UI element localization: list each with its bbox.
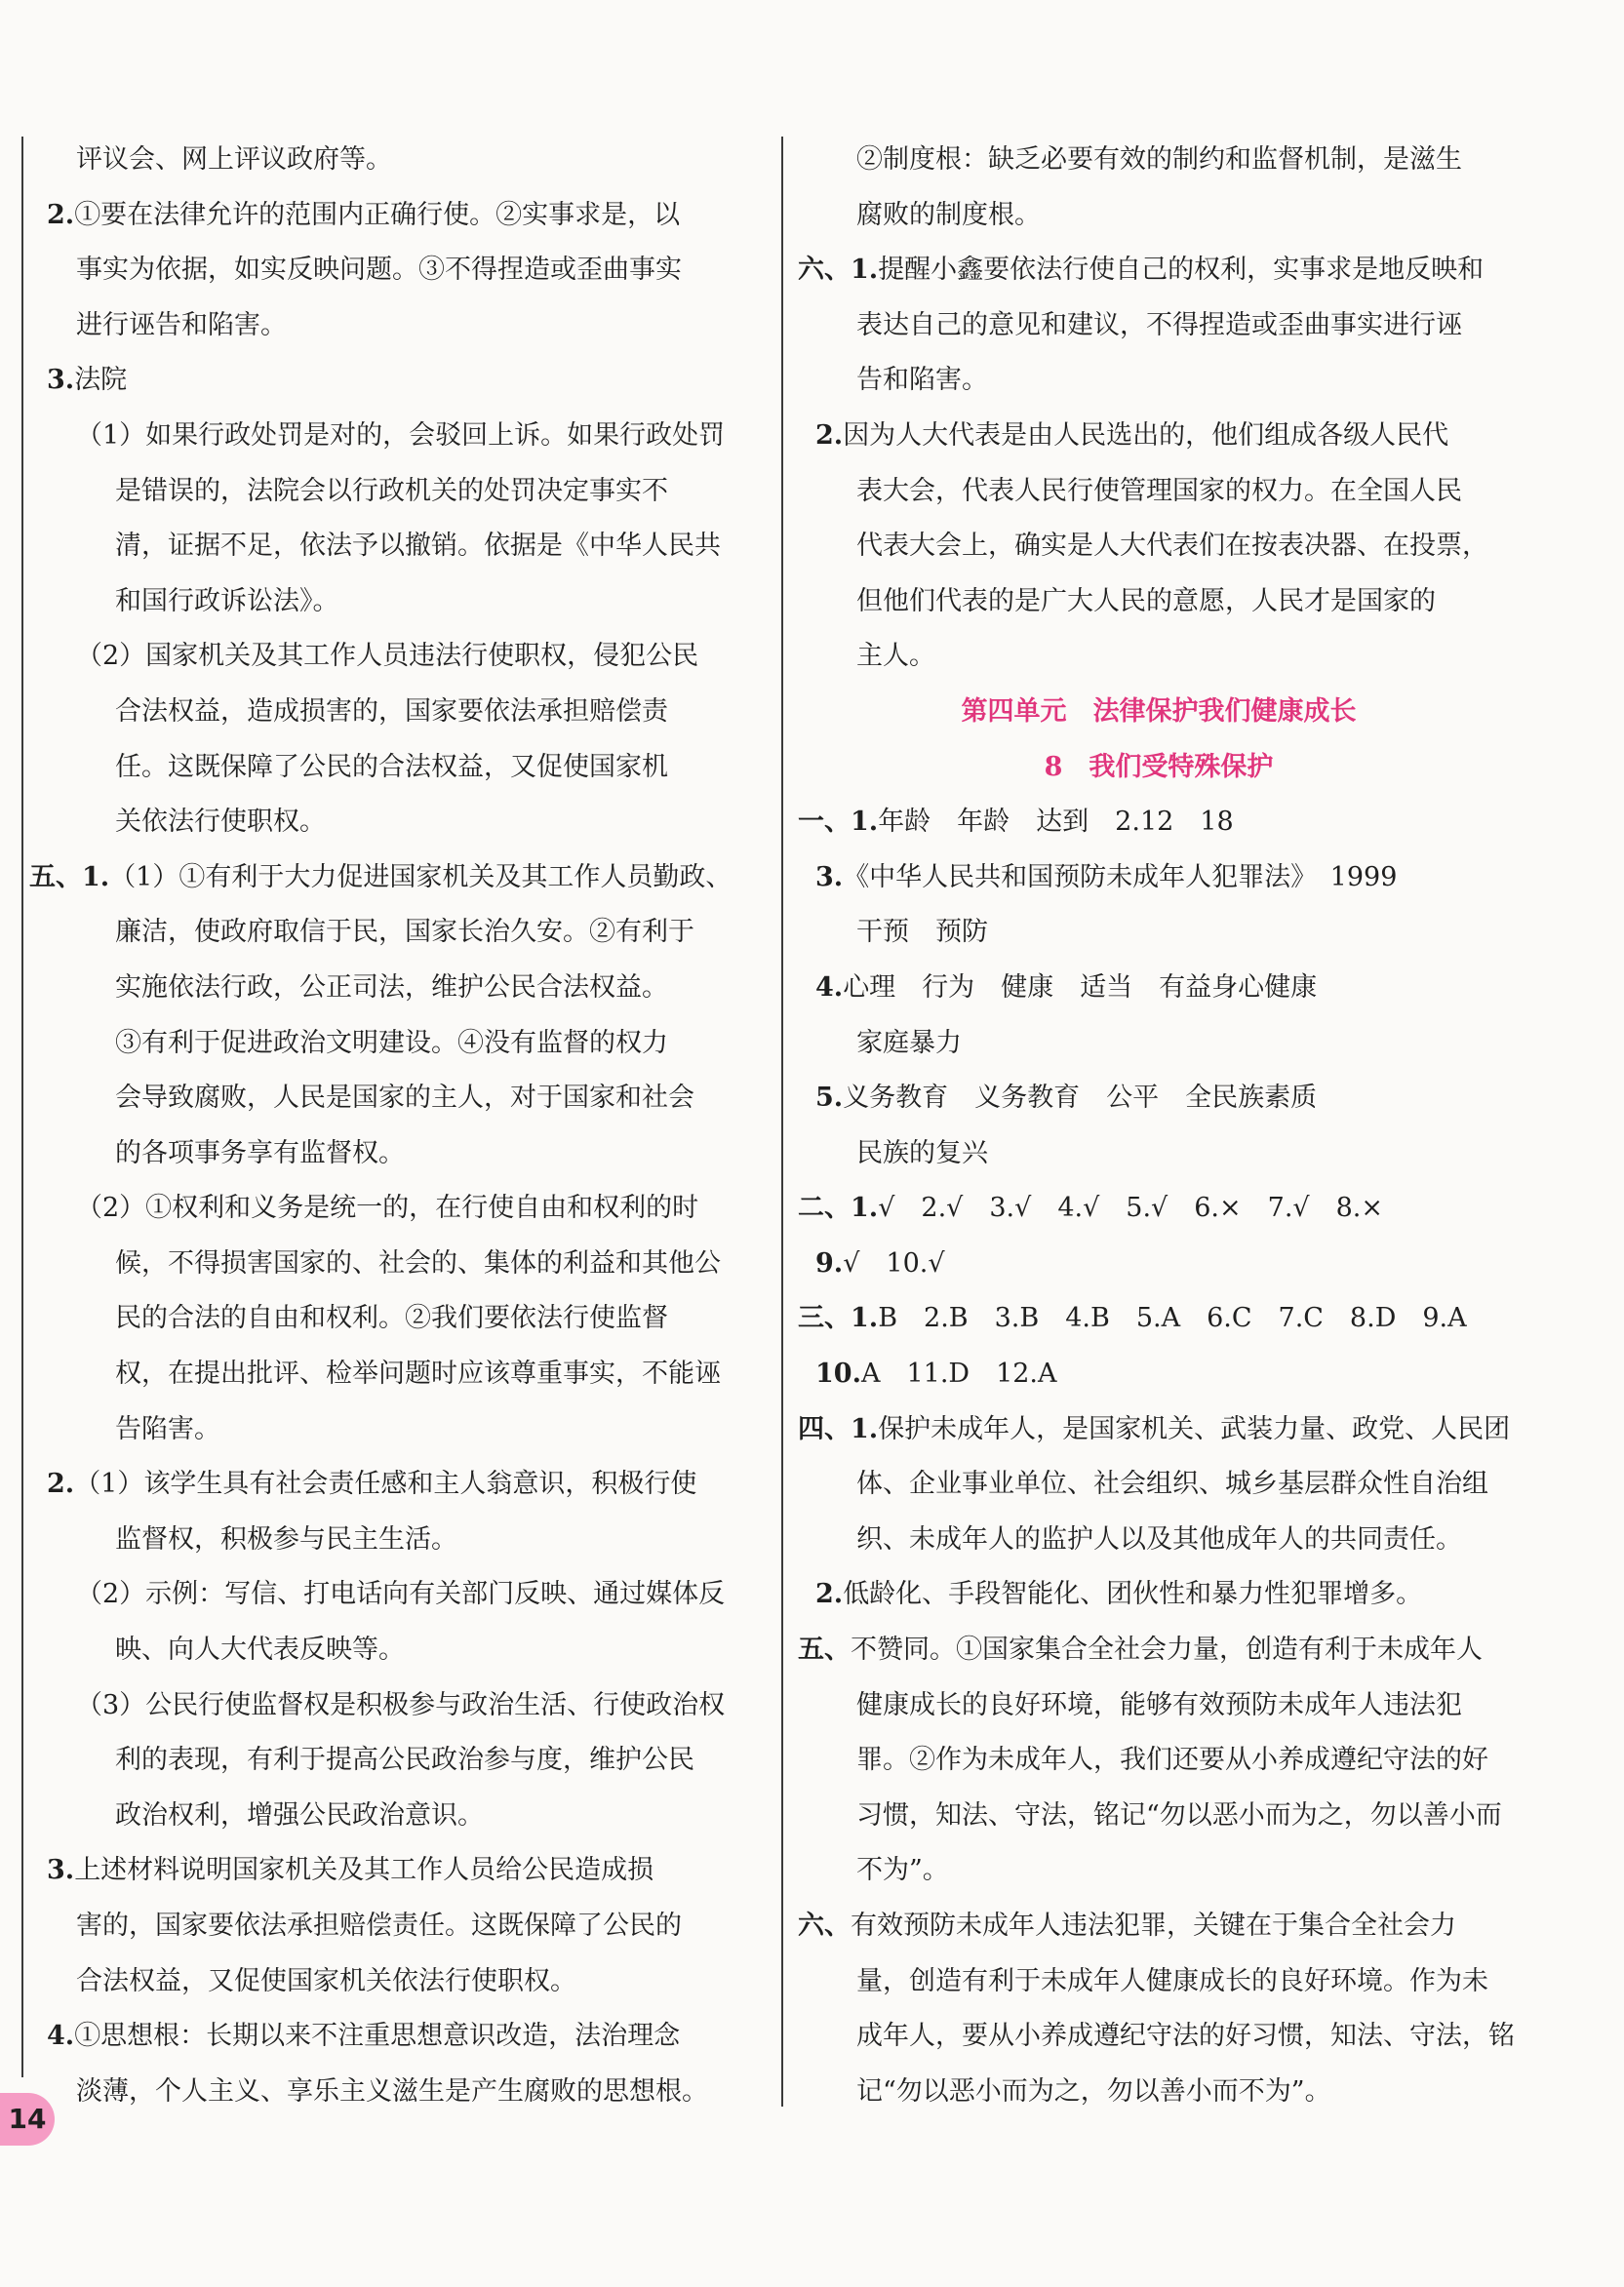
item-number: 3. (47, 1855, 75, 1886)
text-line (798, 1237, 1520, 1292)
text-line (29, 740, 761, 796)
text-line (29, 850, 761, 906)
text-line (29, 298, 761, 354)
text-line (798, 353, 1520, 409)
line-text: （1）该学生具有社会责任感和主人翁意识，积极行使 (74, 1469, 697, 1500)
line-text: 不为”。 (856, 1855, 949, 1886)
line-text: 表大会，代表人民行使管理国家的权力。在全国人民 (856, 475, 1462, 506)
item-number: 9. (815, 1247, 844, 1279)
line-text: A 11.D 12.A (860, 1359, 1057, 1390)
line-text: 和国行政诉讼法》。 (115, 585, 339, 616)
line-text: 记“勿以恶小而为之，勿以善小而不为”。 (856, 2075, 1331, 2107)
item-number: 二、1. (798, 1193, 879, 1224)
line-text: 体、企业事业单位、社会组织、城乡基层群众性自治组 (856, 1469, 1488, 1500)
line-text: 年龄 年龄 达到 2.12 18 (878, 807, 1234, 838)
line-text: 告陷害。 (115, 1413, 220, 1444)
line-text: ①要在法律允许的范围内正确行使。②实事求是，以 (74, 199, 681, 230)
line-text: 利的表现，有利于提高公民政治参与度，维护公民 (115, 1745, 694, 1776)
line-text: 实施依法行政，公正司法，维护公民合法权益。 (115, 971, 668, 1003)
line-text: 合法权益，造成损害的，国家要依法承担赔偿责 (115, 695, 668, 727)
line-text: 习惯，知法、守法，铭记“勿以恶小而为之，勿以善小而 (856, 1799, 1502, 1831)
item-number: 10. (815, 1359, 861, 1390)
text-line (798, 905, 1520, 961)
heading-text: 第四单元 法律保护我们健康成长 (961, 695, 1357, 727)
text-line (29, 1623, 761, 1678)
line-text: 提醒小鑫要依法行使自己的权利，实事求是地反映和 (878, 255, 1485, 286)
text-line (798, 1623, 1520, 1678)
line-text: 候，不得损害国家的、社会的、集体的利益和其他公 (115, 1247, 721, 1279)
line-text: 清，证据不足，依法予以撤销。依据是《中华人民共 (115, 531, 721, 562)
line-text: 家庭暴力 (856, 1027, 962, 1058)
line-text: 《中华人民共和国预防未成年人犯罪法》 1999 (843, 861, 1398, 892)
line-text: 任。这既保障了公民的合法权益，又促使国家机 (115, 751, 668, 782)
text-line (798, 1181, 1520, 1237)
text-line (29, 1513, 761, 1568)
text-line (798, 961, 1520, 1016)
column-divider (781, 137, 783, 2107)
section-heading (798, 740, 1520, 796)
text-line (29, 353, 761, 409)
line-text: 害的，国家要依法承担赔偿责任。这既保障了公民的 (76, 1911, 682, 1941)
text-line (798, 629, 1520, 685)
text-line (29, 1347, 761, 1402)
line-text: 有效预防未成年人违法犯罪，关键在于集合全社会力 (851, 1911, 1456, 1941)
text-line (29, 795, 761, 850)
text-line (798, 1733, 1520, 1789)
text-line (798, 519, 1520, 574)
line-text: 低龄化、手段智能化、团伙性和暴力性犯罪增多。 (843, 1579, 1423, 1610)
text-line (798, 574, 1520, 630)
line-text: 表达自己的意见和建议，不得捏造或歪曲事实进行诬 (856, 309, 1462, 340)
heading-text: 8 我们受特殊保护 (1044, 751, 1274, 782)
line-text: 织、未成年人的监护人以及其他成年人的共同责任。 (856, 1523, 1462, 1555)
line-text: 权，在提出批评、检举问题时应该尊重事实，不能诬 (115, 1359, 721, 1390)
line-text: 民族的复兴 (856, 1137, 988, 1168)
item-number: 5. (815, 1083, 844, 1114)
line-text: 关依法行使职权。 (115, 807, 326, 838)
item-number: 四、1. (798, 1413, 879, 1444)
text-line (798, 1457, 1520, 1513)
text-line (29, 1567, 761, 1623)
line-text: 但他们代表的是广大人民的意愿，人民才是国家的 (856, 585, 1436, 616)
text-line (798, 1071, 1520, 1126)
text-line (29, 1678, 761, 1734)
line-text: ①思想根：长期以来不注重思想意识改造，法治理念 (74, 2021, 681, 2052)
text-line (798, 1899, 1520, 1954)
text-line (29, 2065, 761, 2120)
text-line (29, 1291, 761, 1347)
item-number: 三、1. (798, 1303, 879, 1334)
item-number: 2. (47, 199, 75, 230)
item-number: 4. (47, 2021, 75, 2052)
text-line (798, 2065, 1520, 2120)
text-line (29, 905, 761, 961)
text-line (798, 298, 1520, 354)
text-line (29, 2009, 761, 2065)
text-line (798, 1843, 1520, 1899)
text-line (798, 1678, 1520, 1734)
item-number: 一、1. (798, 807, 879, 838)
text-line (29, 1899, 761, 1954)
line-text: 主人。 (856, 641, 935, 672)
text-line (798, 1347, 1520, 1402)
text-line (29, 961, 761, 1016)
line-text: 成年人，要从小养成遵纪守法的好习惯，知法、守法，铭 (856, 2021, 1515, 2052)
line-text: 事实为依据，如实反映问题。③不得捏造或歪曲事实 (76, 255, 682, 286)
page-number-tab (0, 2093, 55, 2146)
line-text: 政治权利，增强公民政治意识。 (115, 1799, 484, 1831)
section-heading (798, 685, 1520, 740)
text-line (798, 409, 1520, 464)
text-line (798, 1016, 1520, 1072)
line-text: 民的合法的自由和权利。②我们要依法行使监督 (115, 1303, 668, 1334)
text-line (798, 795, 1520, 850)
text-line (29, 243, 761, 298)
line-text: 是错误的，法院会以行政机关的处罚决定事实不 (115, 475, 668, 506)
line-text: 因为人大代表是由人民选出的，他们组成各级人民代 (843, 419, 1449, 451)
item-number: 五、 (798, 1635, 851, 1666)
text-line (798, 1954, 1520, 2010)
line-text: （3）公民行使监督权是积极参与政治生活、行使政治权 (76, 1689, 726, 1720)
text-line (29, 685, 761, 740)
item-number: 六、1. (798, 255, 879, 286)
text-line (29, 1457, 761, 1513)
item-number: 2. (815, 1579, 844, 1610)
line-text: （1）①有利于大力促进国家机关及其工作人员勤政、 (109, 861, 733, 892)
line-text: 健康成长的良好环境，能够有效预防未成年人违法犯 (856, 1689, 1462, 1720)
item-number: 2. (815, 419, 844, 451)
line-text: 干预 预防 (856, 917, 988, 948)
line-text: 代表大会上，确实是人大代表们在按表决器、在投票， (856, 531, 1488, 562)
line-text: 评议会、网上评议政府等。 (76, 144, 392, 175)
line-text: 义务教育 义务教育 公平 全民族素质 (843, 1083, 1318, 1114)
line-text: （2）①权利和义务是统一的，在行使自由和权利的时 (76, 1193, 699, 1224)
text-line (29, 574, 761, 630)
text-line (29, 464, 761, 520)
text-line (29, 629, 761, 685)
text-line (798, 1567, 1520, 1623)
text-line (29, 1789, 761, 1844)
line-text: 淡薄，个人主义、享乐主义滋生是产生腐败的思想根。 (76, 2075, 708, 2107)
line-text: 廉洁，使政府取信于民，国家长治久安。②有利于 (115, 917, 694, 948)
left-column (29, 133, 761, 2119)
line-text: ③有利于促进政治文明建设。④没有监督的权力 (115, 1027, 668, 1058)
line-text: 的各项事务享有监督权。 (115, 1137, 405, 1168)
line-text: 上述材料说明国家机关及其工作人员给公民造成损 (74, 1855, 654, 1886)
text-line (29, 1016, 761, 1072)
text-line (798, 1513, 1520, 1568)
item-number: 六、 (798, 1911, 851, 1941)
line-text: （2）示例：写信、打电话向有关部门反映、通过媒体反 (76, 1579, 726, 1610)
line-text: （2）国家机关及其工作人员违法行使职权，侵犯公民 (76, 641, 699, 672)
item-number: 3. (47, 365, 75, 396)
text-line (29, 1402, 761, 1458)
line-text: 心理 行为 健康 适当 有益身心健康 (843, 971, 1318, 1003)
item-number: 五、1. (29, 861, 110, 892)
text-line (29, 1954, 761, 2010)
line-text: √ 2.√ 3.√ 4.√ 5.√ 6.× 7.√ 8.× (878, 1193, 1383, 1224)
line-text: （1）如果行政处罚是对的，会驳回上诉。如果行政处罚 (76, 419, 726, 451)
page-number: 14 (8, 2103, 47, 2135)
right-column (798, 133, 1520, 2119)
text-line (29, 1733, 761, 1789)
line-text: 合法权益，又促使国家机关依法行使职权。 (76, 1965, 576, 1996)
line-text: 监督权，积极参与民主生活。 (115, 1523, 457, 1555)
line-text: ②制度根：缺乏必要有效的制约和监督机制，是滋生 (856, 144, 1462, 175)
line-text: 法院 (74, 365, 128, 396)
item-number: 3. (815, 861, 844, 892)
line-text: √ 10.√ (843, 1247, 945, 1279)
text-line (798, 243, 1520, 298)
text-line (798, 1789, 1520, 1844)
text-line (798, 1402, 1520, 1458)
item-number: 2. (47, 1469, 75, 1500)
text-line (29, 519, 761, 574)
line-text: 映、向人大代表反映等。 (115, 1635, 405, 1666)
line-text: 告和陷害。 (856, 365, 988, 396)
text-line (29, 1071, 761, 1126)
text-line (798, 1291, 1520, 1347)
line-text: 不赞同。①国家集合全社会力量，创造有利于未成年人 (851, 1635, 1483, 1666)
line-text: 量，创造有利于未成年人健康成长的良好环境。作为未 (856, 1965, 1488, 1996)
line-text: 会导致腐败，人民是国家的主人，对于国家和社会 (115, 1083, 694, 1114)
text-line (798, 1126, 1520, 1182)
text-line (798, 464, 1520, 520)
text-line (29, 409, 761, 464)
line-text: 罪。②作为未成年人，我们还要从小养成遵纪守法的好 (856, 1745, 1488, 1776)
text-line (29, 1237, 761, 1292)
line-text: 腐败的制度根。 (856, 199, 1041, 230)
text-line (29, 133, 761, 188)
text-line (798, 188, 1520, 244)
text-line (798, 850, 1520, 906)
text-line (29, 1126, 761, 1182)
text-line (29, 1843, 761, 1899)
text-line (29, 1181, 761, 1237)
item-number: 4. (815, 971, 844, 1003)
line-text: B 2.B 3.B 4.B 5.A 6.C 7.C 8.D 9.A (878, 1303, 1467, 1334)
line-text: 保护未成年人，是国家机关、武装力量、政党、人民团 (878, 1413, 1511, 1444)
text-line (29, 188, 761, 244)
text-line (798, 2009, 1520, 2065)
left-margin-rule (21, 137, 23, 2077)
line-text: 进行诬告和陷害。 (76, 309, 287, 340)
text-line (798, 133, 1520, 188)
